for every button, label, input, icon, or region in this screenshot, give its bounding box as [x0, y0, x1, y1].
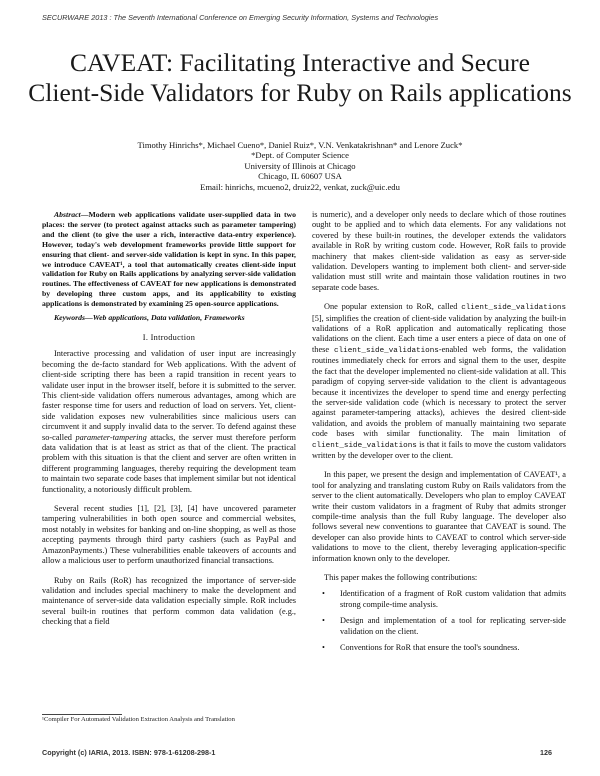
abstract — [42, 210, 296, 309]
affiliation: *Dept. of Computer Science — [251, 150, 349, 161]
footnote: ¹Compiler For Automated Validation Extraction Analysis and Translation — [42, 716, 235, 723]
right-paragraph-1: is numeric), and a developer only needs to declare which of those routines ought to be applied and to which data elements. For any validations not covered by these built-in routines, the developer extends the validators available in RoR by writing custom code. However, RoR fails to provide machinery that makes client-side validation as easy as server-side validation. Developers wanting to implement both client- and server-side validation must still write and maintain those validation routines in two separate code bases. — [312, 210, 566, 292]
university: University of Illinois at Chicago — [244, 160, 356, 171]
paper-title — [0, 48, 600, 108]
intro-p1-text-a: Interactive processing and validation of user input are increasingly becoming the de-facto standard for Web applications. With the advent of client-side scripting there has been a rapid transition in recent years to validate user input in the browser itself, before it is submitted to the server. This client-side validation offers numerous advantages, among which are faster response time for users and reduction of load on servers. Yet, client-side validation exposes new vulnerabilities since malicious users can circumvent it and supply invalid data to the server. To defend against these so-called — [42, 349, 296, 442]
intro-paragraph-3: Ruby on Rails (RoR) has recognized the importance of server-side validation and includes special machinery to make the development and maintenance of server-side data validation especially simple. RoR includes several built-in routines that perform common data validation (e.g., checking that a field — [42, 575, 296, 627]
copyright-footer: Copyright (c) IARIA, 2013. ISBN: 978-1-61208-298-1 — [42, 748, 216, 757]
abstract-text: —Modern web applications validate user-supplied data in two places: the server (to protect against attacks such as parameter tampering) and the client (to give the user a rich, interactive data-entry experience). However, today's web development frameworks provide little support for ensuring that client- and server-side validation is kept in sync. In this paper, we introduce CAVEAT¹, a tool that automatically creates client-side input validation for Ruby on Rails applications by analyzing server-side validation routines. The effectiveness of CAVEAT for new applications is demonstrated by developing three custom apps, and its applicability to existing applications is demonstrated by examining 25 open-source applications. — [42, 210, 296, 309]
code-client-side-validations-1: client_side_validations — [461, 304, 566, 313]
contribution-item: • Design and implementation of a tool for replicating server-side validation on the client. — [312, 616, 566, 637]
contribution-item: • Conventions for RoR that ensure the tool's soundness. — [312, 643, 566, 653]
right-paragraph-2 — [312, 302, 566, 461]
abstract-label: Abstract — [54, 210, 81, 219]
title-line-1: CAVEAT: Facilitating Interactive and Secure — [70, 48, 530, 77]
left-column — [42, 210, 296, 628]
keywords: Keywords—Web applications, Data validation, Frameworks — [54, 313, 245, 323]
contributions-list — [312, 589, 566, 653]
right-paragraph-4: This paper makes the following contributions: — [324, 573, 478, 582]
right-paragraph-3: In this paper, we present the design and implementation of CAVEAT¹, a tool for analyzing and translating custom Ruby on Rails validators from the server to the client automatically. Developers who plan to employ CAVEAT write their custom validators in a fragment of Ruby that admits stronger compile-time analysis than the full Ruby language. The developer also follows several new conventions to guarantee that CAVEAT is sound. The developer can also provide hints to CAVEAT to control which server-side validations to move to the client, thereby leveraging application-specific information known only to the developer. — [312, 470, 566, 563]
right-p2-text-b: [5], simplifies the creation of client-side validation by analyzing the built-in validations of a RoR application and automatically replicating those validations on the client. Each time a user enters a piece of data on one of these — [312, 313, 566, 354]
author-list: Timothy Hinrichs*, Michael Cueno*, Daniel Ruiz*, V.N. Venkatakrishnan* and Lenore Zuck* — [137, 140, 463, 150]
intro-paragraph-2: Several recent studies [1], [2], [3], [4] have uncovered parameter tampering vulnerabilities in both open source and commercial websites, most notably in websites for banking and on-line shopping, as well as those accepting payments through third party cashiers (such as PayPal and AmazonPayments.) These vulnerabilities enable takeovers of accounts and allow a malicious user to perform unauthorized financial transactions. — [42, 504, 296, 566]
right-p2-text-d: is that it fails to move the custom validators written by the developer over to the client. — [312, 439, 566, 460]
section-title: I. Introduction — [142, 332, 196, 342]
email: Email: hinrichs, mcueno2, druiz22, venkat, zuck@uic.edu — [200, 181, 400, 192]
intro-paragraph-1 — [42, 349, 296, 495]
page-number: 126 — [540, 748, 552, 757]
intro-p1-emphasis: parameter-tampering — [75, 432, 147, 442]
code-client-side-validations-2: client_side_validations — [334, 346, 439, 355]
right-p2-text-c: -enabled web forms, the validation routines immediately check for errors and signal them to the user, despite the fact that the developer implemented no client-side validation at all. This paradigm of copying server-side validation to the client is advantageous because it incentivizes the developer to spend time and energy perfecting the server-side validation code (which is necessary to protect the server against parameter-tampering attacks), achieves the desired client-side validation, and avoids the problem of manually maintaining two separate code bases with similar functionality. The main limitation of — [312, 344, 566, 439]
author-block — [0, 140, 600, 192]
conference-header: SECURWARE 2013 : The Seventh International Conference on Emerging Security Information, Systems and Technologies — [42, 13, 439, 22]
right-column — [312, 210, 566, 659]
right-p2-text-a: One popular extension to RoR, called — [324, 302, 462, 312]
city: Chicago, IL 60607 USA — [258, 171, 342, 182]
code-client-side-validations-3: client_side_validations — [312, 441, 417, 450]
footnote-rule — [42, 714, 122, 715]
contribution-item: • Identification of a fragment of RoR custom validation that admits strong compile-time analysis. — [312, 589, 566, 610]
intro-p1-text-b: attacks, the server must therefore perform data validation that is at least as strict as that of the client. The practical problem with this situation is that the client and server are often written in different programming languages, thereby requiring the development team to maintain two separate code bases that implement similar but not identical functionality, a notoriously difficult problem. — [42, 432, 296, 494]
title-line-2: Client-Side Validators for Ruby on Rails applications — [28, 78, 572, 107]
